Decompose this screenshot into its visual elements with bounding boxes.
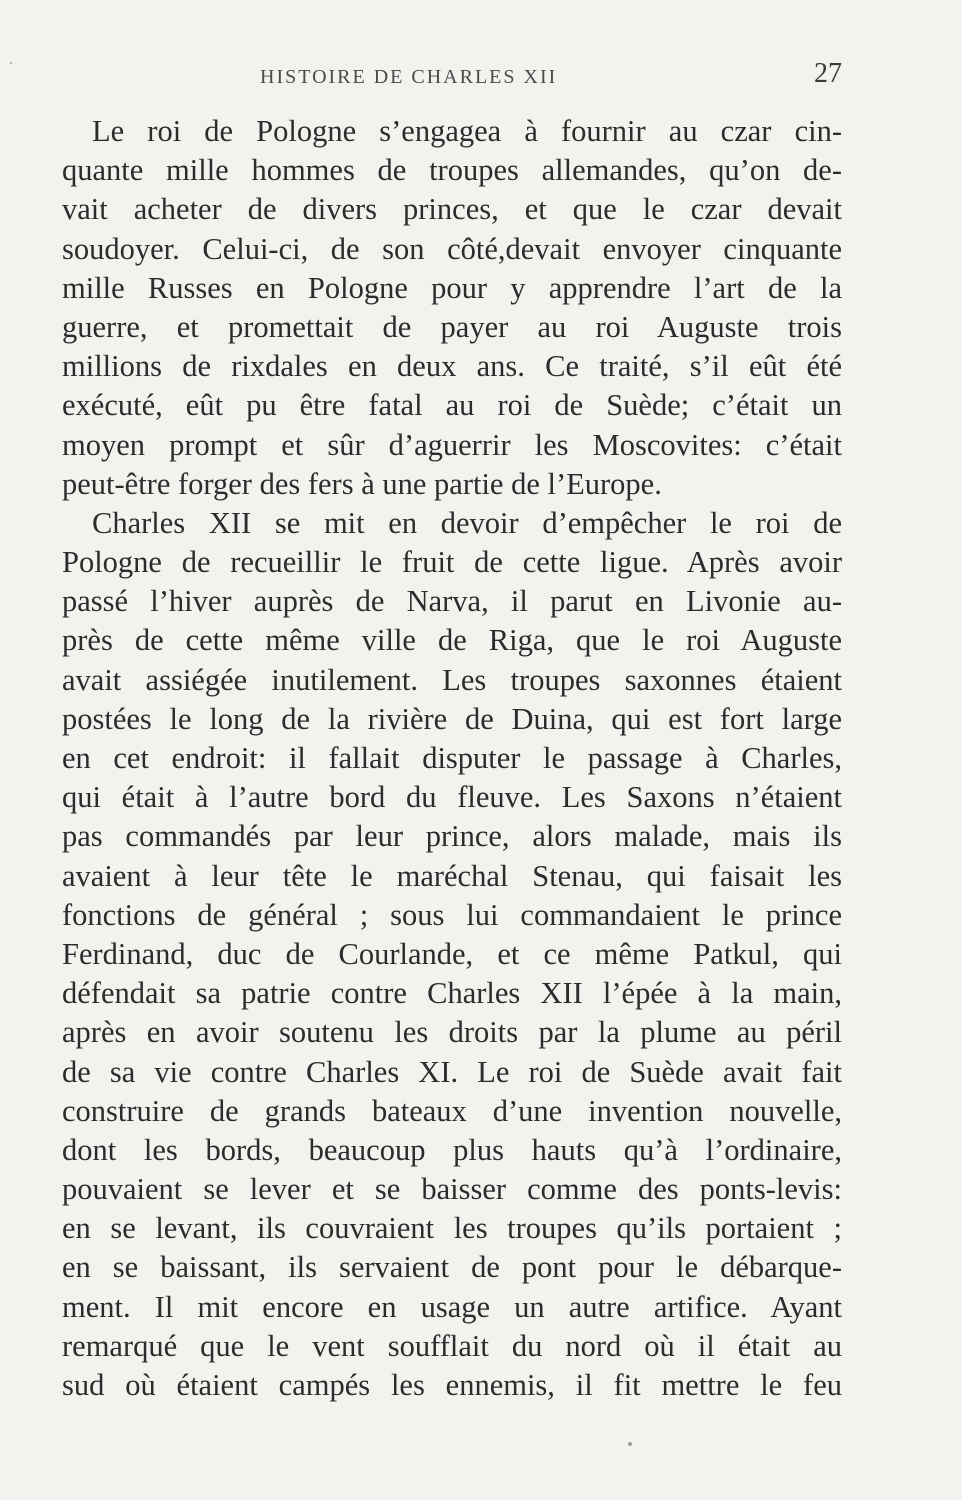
text-line: Charles XII se mit en devoir d’empêcher le roi de (92, 505, 842, 540)
text-line: près de cette même ville de Riga, que le roi Auguste (62, 623, 842, 658)
body-text (62, 112, 842, 1405)
text-line: défendait sa patrie contre Charles XII l’épée à la main, (62, 976, 842, 1011)
text-line: avait assiégée inutilement. Les troupes saxonnes étaient (62, 662, 842, 697)
text-line: en se levant, ils couvraient les troupes qu’ils portaient ; (62, 1211, 842, 1246)
text-line: ment. Il mit encore en usage un autre artifice. Ayant (62, 1289, 842, 1324)
text-line: guerre, et promettait de payer au roi Auguste trois (62, 309, 842, 344)
text-line: soudoyer. Celui-ci, de son côté,devait envoyer cinquante (62, 231, 842, 266)
paper-speck (628, 1442, 632, 1446)
text-line: dont les bords, beaucoup plus hauts qu’à l’ordinaire, (62, 1132, 842, 1167)
text-line: en cet endroit: il fallait disputer le passage à Charles, (62, 741, 842, 775)
text-line: pas commandés par leur prince, alors malade, mais ils (62, 819, 842, 854)
text-line: remarqué que le vent soufflait du nord où il était au (62, 1328, 842, 1363)
text-line: fonctions de général ; sous lui commandaient le prince (62, 897, 842, 932)
text-line: après en avoir soutenu les droits par la plume au péril (62, 1015, 842, 1050)
text-line: mille Russes en Pologne pour y apprendre l’art de la (62, 270, 842, 305)
paragraph-2 (62, 504, 842, 1405)
text-line: vait acheter de divers princes, et que le czar devait (62, 192, 842, 227)
page-header (62, 58, 842, 98)
text-line: qui était à l’autre bord du fleuve. Les Saxons n’étaient (62, 780, 842, 815)
text-line: pouvaient se lever et se baisser comme des ponts-levis: (62, 1172, 842, 1207)
text-line: avaient à leur tête le maréchal Stenau, qui faisait les (62, 858, 842, 893)
text-line: construire de grands bateaux d’une invention nouvelle, (62, 1093, 842, 1128)
text-line: Pologne de recueillir le fruit de cette ligue. Après avoir (62, 545, 842, 580)
text-line: de sa vie contre Charles XI. Le roi de Suède avait fait (62, 1054, 842, 1089)
text-line: millions de rixdales en deux ans. Ce traité, s’il eût été (62, 349, 842, 384)
paragraph-1 (62, 112, 842, 504)
text-line: Ferdinand, duc de Courlande, et ce même Patkul, qui (62, 936, 842, 971)
page-number: 27 (814, 58, 842, 89)
text-line: Le roi de Pologne s’engagea à fournir au czar cin- (92, 114, 842, 148)
text-line: sud où étaient campés les ennemis, il fit mettre le feu (62, 1368, 842, 1402)
paper-speck (10, 62, 12, 64)
text-line: en se baissant, ils servaient de pont pour le débarque- (62, 1250, 842, 1285)
text-line: passé l’hiver auprès de Narva, il parut en Livonie au- (62, 584, 842, 619)
text-line: peut-être forger des fers à une partie de l’Europe. (62, 466, 662, 501)
text-line: postées le long de la rivière de Duina, qui est fort large (62, 701, 842, 736)
text-line: exécuté, eût pu être fatal au roi de Suède; c’était un (62, 388, 842, 423)
text-line: moyen prompt et sûr d’aguerrir les Moscovites: c’était (62, 427, 842, 462)
running-title: HISTOIRE DE CHARLES XII (260, 66, 558, 88)
text-line: quante mille hommes de troupes allemandes, qu’on de- (62, 153, 842, 188)
